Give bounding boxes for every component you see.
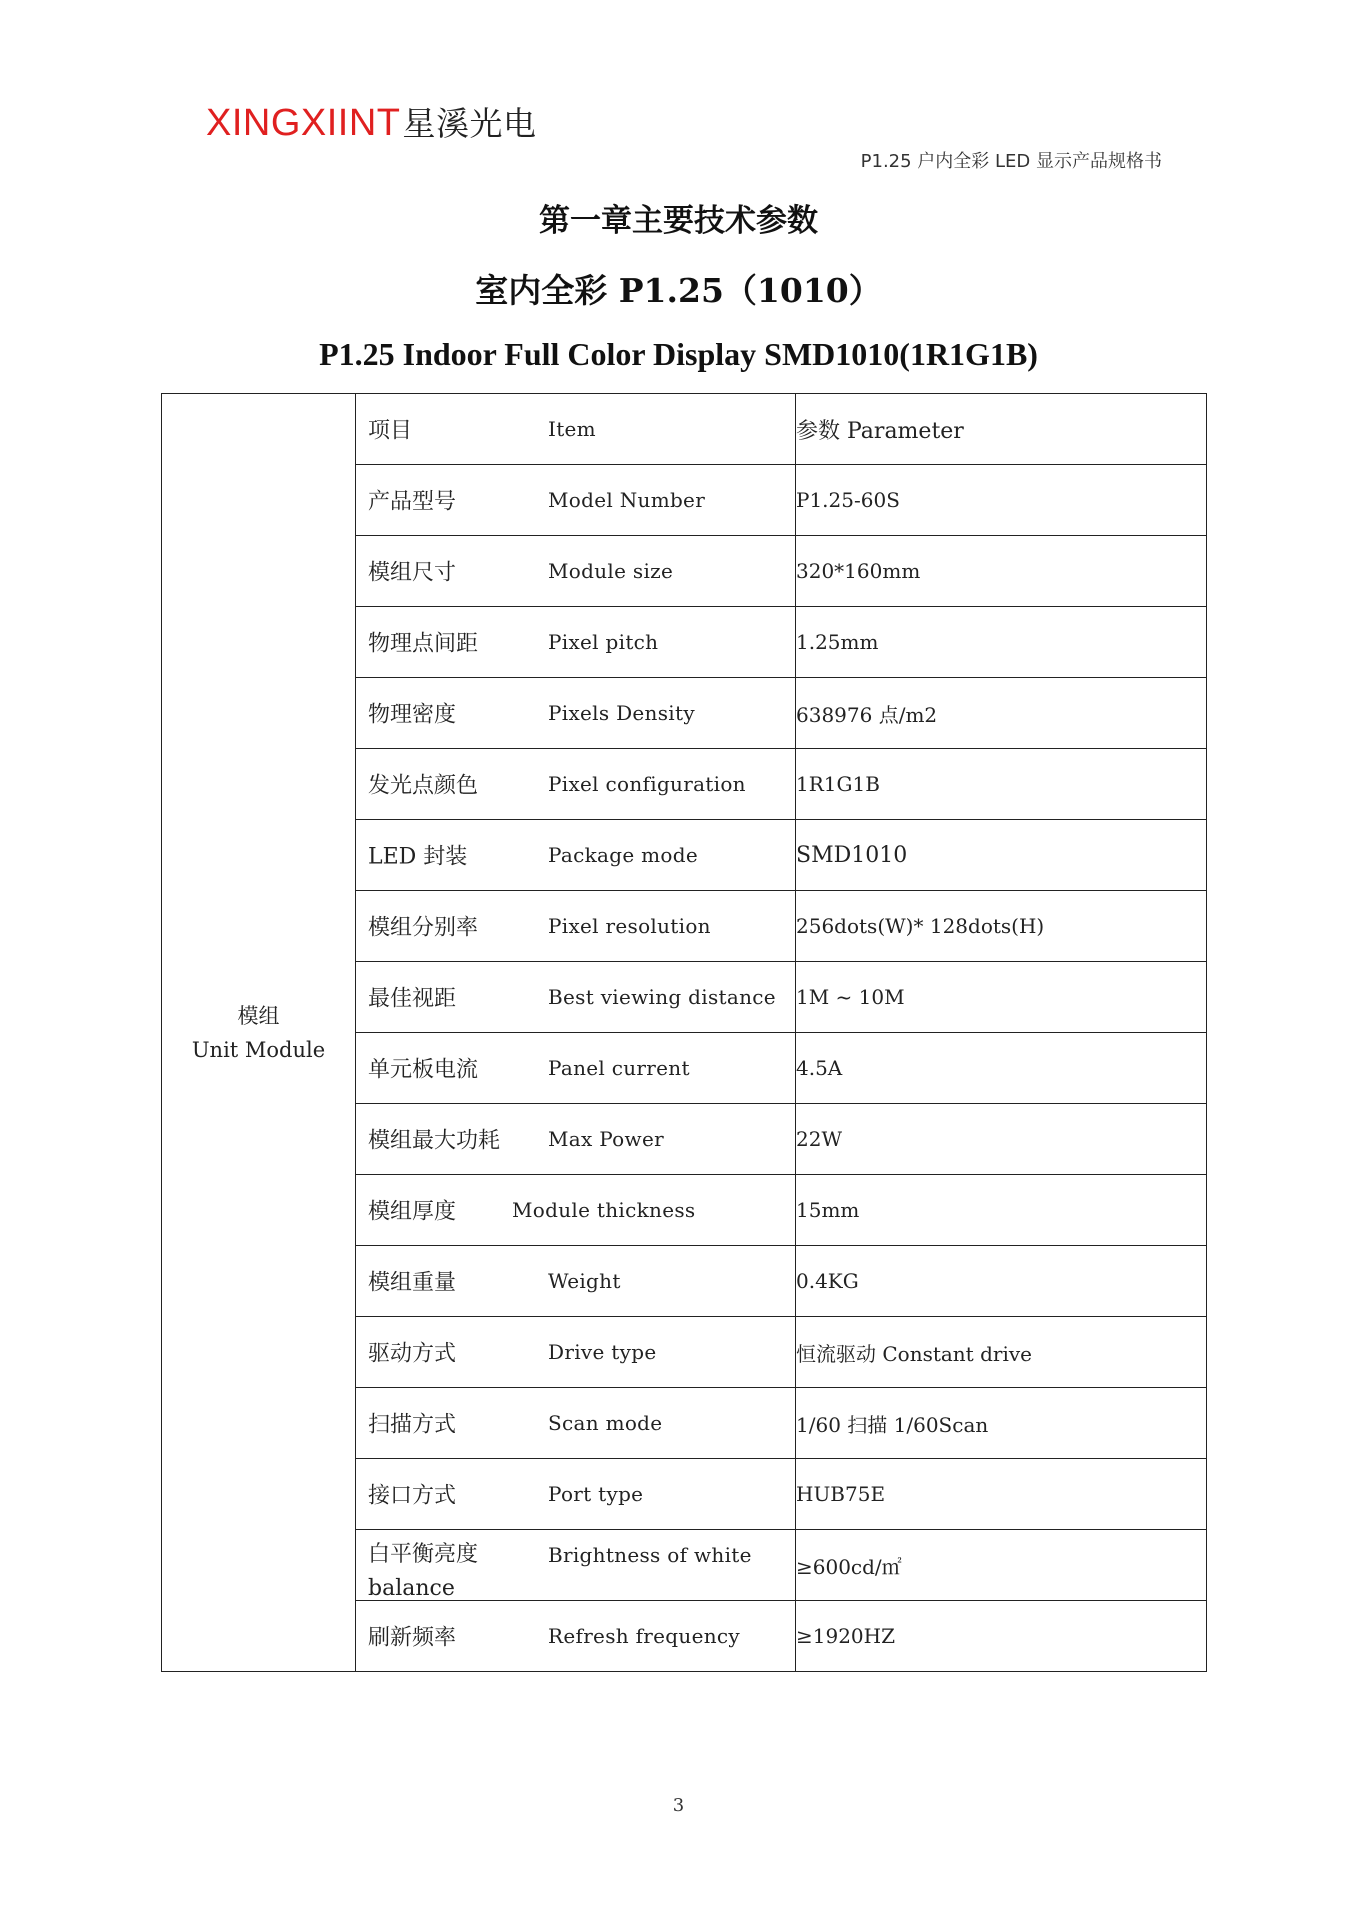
header-item-en: Item <box>548 417 596 441</box>
param-value: ≥600cd/㎡ <box>796 1530 1207 1601</box>
item-cn: 扫描方式 <box>368 1412 457 1438</box>
item-en: Package mode <box>548 843 698 867</box>
item-en: Drive type <box>548 1340 657 1364</box>
group-cell <box>162 394 356 1672</box>
param-value: 0.4KG <box>796 1246 1207 1317</box>
param-value: 320*160mm <box>796 536 1207 607</box>
logo-brand-en: XINGXIINT <box>206 102 401 144</box>
item-cell <box>356 1388 796 1459</box>
item-en: Pixel pitch <box>548 630 659 654</box>
item-cn: 发光点颜色 <box>368 773 479 799</box>
item-cn: 物理密度 <box>368 702 457 728</box>
group-label-en: Unit Module <box>191 1037 326 1062</box>
item-cn: 最佳视距 <box>368 986 457 1012</box>
param-value: 22W <box>796 1104 1207 1175</box>
item-cell <box>356 1104 796 1175</box>
param-value: SMD1010 <box>796 820 1207 891</box>
chapter-title: 第一章主要技术参数 <box>539 203 818 239</box>
header-parameter: 参数 Parameter <box>796 394 1207 465</box>
item-cn: 模组尺寸 <box>368 560 457 586</box>
page-number: 3 <box>672 1795 685 1816</box>
param-value: 15mm <box>796 1175 1207 1246</box>
item-cell <box>356 1033 796 1104</box>
param-value: 1.25mm <box>796 607 1207 678</box>
item-cell <box>356 749 796 820</box>
table-row <box>162 394 1207 465</box>
item-cell <box>356 607 796 678</box>
item-cell <box>356 1246 796 1317</box>
document-header: P1.25 户内全彩 LED 显示产品规格书 <box>860 151 1162 172</box>
param-value: 1/60 扫描 1/60Scan <box>796 1388 1207 1459</box>
item-cell <box>356 962 796 1033</box>
item-cn: 模组重量 <box>368 1270 457 1296</box>
item-cell <box>356 1175 796 1246</box>
item-cn: 刷新频率 <box>368 1625 457 1651</box>
product-title-en: P1.25 Indoor Full Color Display SMD1010(1R1G1B) <box>319 336 1038 372</box>
param-value: 4.5A <box>796 1033 1207 1104</box>
item-cn: 白平衡亮度 balance <box>368 1542 479 1601</box>
item-en: Port type <box>548 1482 644 1506</box>
logo-brand-cn: 星溪光电 <box>402 105 537 142</box>
param-value: HUB75E <box>796 1459 1207 1530</box>
item-en: Pixel configuration <box>548 772 746 796</box>
item-cell <box>356 1530 796 1601</box>
item-cell <box>356 891 796 962</box>
item-en: Weight <box>548 1269 621 1293</box>
param-value: 恒流驱动 Constant drive <box>796 1317 1207 1388</box>
item-cn: LED 封装 <box>368 844 468 870</box>
group-label-cn: 模组 <box>237 1003 280 1028</box>
item-en: Best viewing distance <box>548 985 776 1009</box>
item-cn: 单元板电流 <box>368 1057 479 1083</box>
item-en: Refresh frequency <box>548 1624 740 1648</box>
item-cn: 产品型号 <box>368 489 457 515</box>
item-cn: 接口方式 <box>368 1483 457 1509</box>
param-value: 1M ~ 10M <box>796 962 1207 1033</box>
product-title-cn: 室内全彩 P1.25（1010） <box>475 271 882 310</box>
item-en: Max Power <box>548 1127 664 1151</box>
item-cn: 模组最大功耗 <box>368 1128 501 1154</box>
item-cell <box>356 536 796 607</box>
item-en: Model Number <box>548 488 706 512</box>
item-en: Pixels Density <box>548 701 695 725</box>
item-cell <box>356 394 796 465</box>
spec-table <box>161 393 1207 1672</box>
item-cell <box>356 465 796 536</box>
param-value: ≥1920HZ <box>796 1601 1207 1672</box>
item-en: Pixel resolution <box>548 914 711 938</box>
item-cell <box>356 820 796 891</box>
item-cn: 模组厚度 <box>368 1199 457 1225</box>
item-cell <box>356 678 796 749</box>
item-cell <box>356 1459 796 1530</box>
header-item-cn: 项目 <box>368 418 413 444</box>
item-cn: 物理点间距 <box>368 631 479 657</box>
item-en: Module thickness <box>512 1198 696 1222</box>
item-cell <box>356 1601 796 1672</box>
company-logo <box>206 98 537 145</box>
item-en: Brightness of white <box>548 1543 752 1567</box>
item-en: Panel current <box>548 1056 690 1080</box>
item-cell <box>356 1317 796 1388</box>
item-en: Scan mode <box>548 1411 663 1435</box>
item-cn: 驱动方式 <box>368 1341 457 1367</box>
param-value: 256dots(W)* 128dots(H) <box>796 891 1207 962</box>
param-value: P1.25-60S <box>796 465 1207 536</box>
param-value: 1R1G1B <box>796 749 1207 820</box>
item-cn: 模组分别率 <box>368 915 479 941</box>
param-value: 638976 点/m2 <box>796 678 1207 749</box>
item-en: Module size <box>548 559 674 583</box>
